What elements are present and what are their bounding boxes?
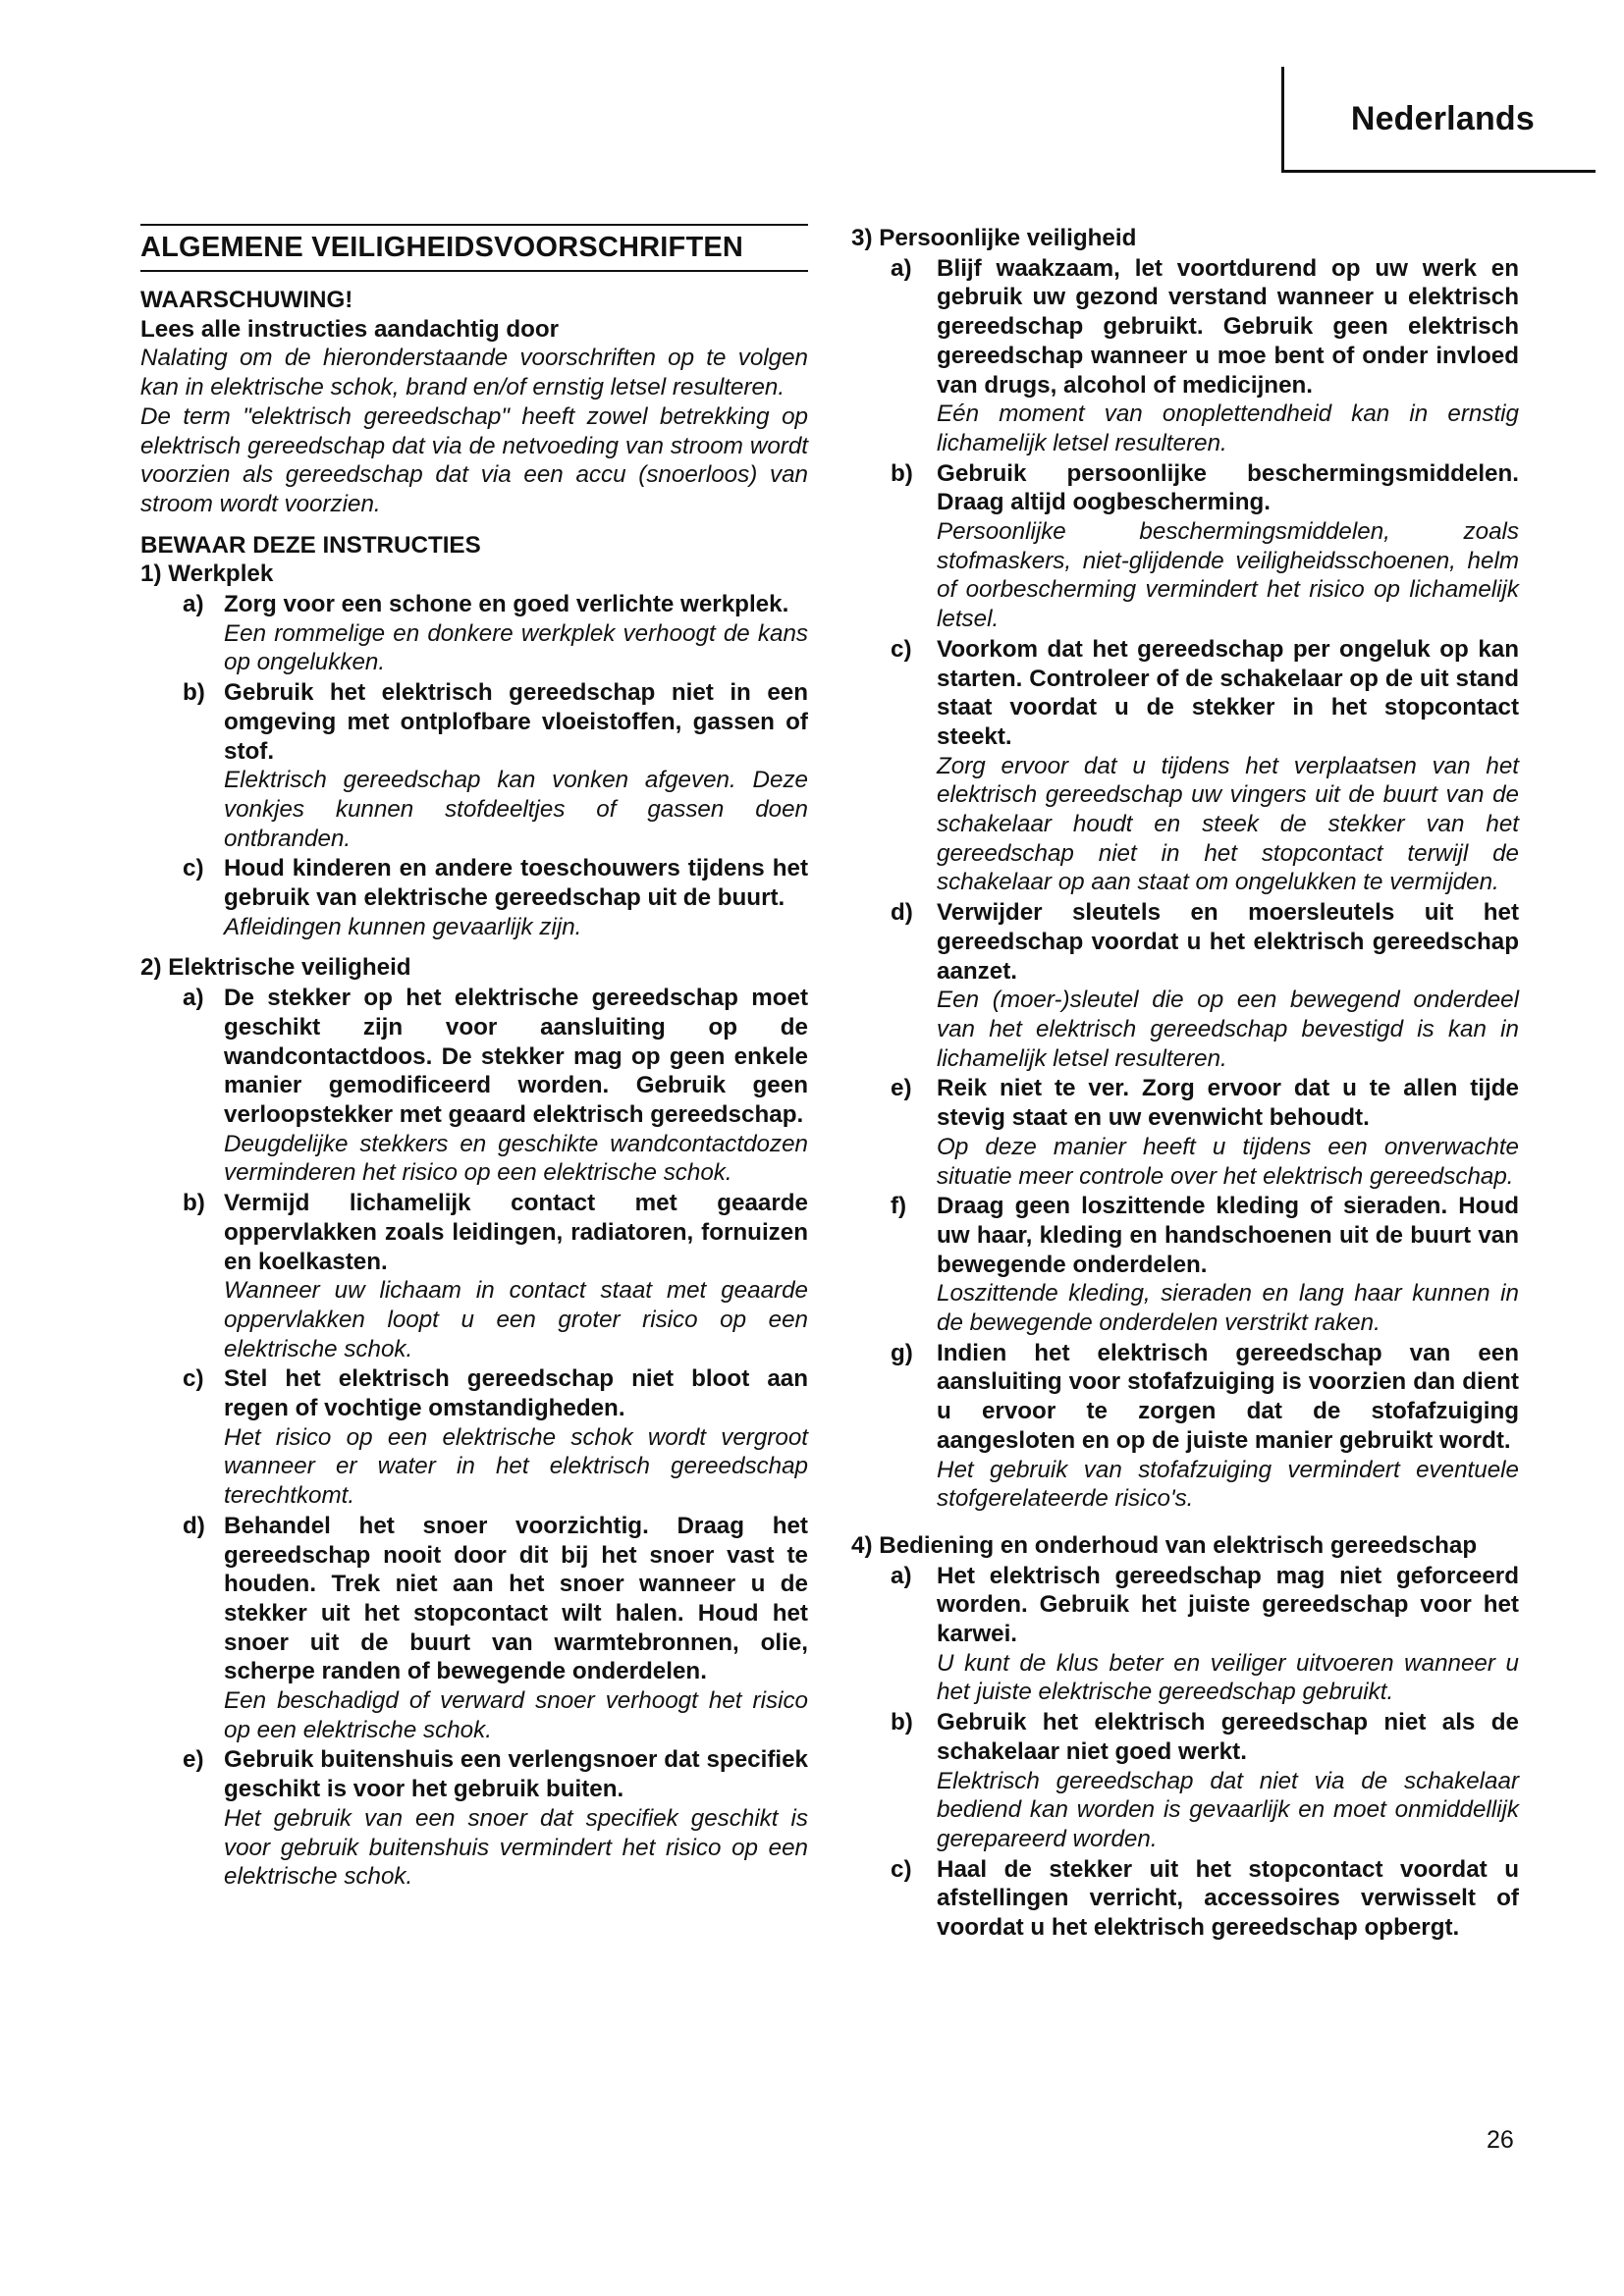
item-label: a): [183, 985, 204, 1012]
warning-heading: WAARSCHUWING!: [140, 287, 353, 313]
item-heading: Zorg voor een schone en goed verlichte werkplek.: [224, 591, 789, 618]
item-label: d): [183, 1512, 205, 1539]
item-heading: Reik niet te ver. Zorg ervoor dat u te allen tijde stevig staat en uw evenwicht behoudt.: [937, 1075, 1519, 1132]
section-title-persoonlijke-veiligheid: 3) Persoonlijke veiligheid: [851, 225, 1137, 251]
item-explanation: Het risico op een elektrische schok wordt vergroot wanneer er water in het elektrisch gereedschap terechtkomt.: [224, 1423, 808, 1510]
section-title-werkplek: 1) Werkplek: [140, 561, 274, 588]
item-label: e): [891, 1075, 912, 1102]
item-label: c): [183, 1365, 204, 1393]
item-label: d): [891, 899, 913, 927]
list-item: [851, 1074, 1519, 1191]
item-explanation: U kunt de klus beter en veiliger uitvoeren wanneer u het juiste elektrische gereedschap gebruikt.: [937, 1649, 1519, 1706]
item-label: b): [183, 679, 205, 707]
item-label: e): [183, 1746, 204, 1774]
item-label: a): [891, 1562, 912, 1589]
item-heading: Voorkom dat het gereedschap per ongeluk op kan starten. Controleer of de schakelaar op de uit stand staat voordat u de stekker in het stopcontact steekt.: [937, 635, 1519, 750]
item-heading: Verwijder sleutels en moersleutels uit het gereedschap voordat u het elektrisch gereedschap aanzet.: [937, 899, 1519, 985]
language-tab: [1281, 67, 1596, 173]
item-label: c): [891, 1855, 912, 1883]
item-label: a): [183, 591, 204, 618]
list-item: [851, 1339, 1519, 1514]
item-heading: Gebruik het elektrisch gereedschap niet in een omgeving met ontplofbare vloeistoffen, gassen of stof.: [224, 679, 808, 765]
item-explanation: Eén moment van onoplettendheid kan in ernstig lichamelijk letsel resulteren.: [937, 400, 1519, 456]
list-item: [140, 678, 808, 853]
item-label: f): [891, 1193, 907, 1220]
item-explanation: Zorg ervoor dat u tijdens het verplaatsen van het elektrisch gereedschap uw vingers uit de buurt van de schakelaar houdt en steek de stekker van het gereedschap niet in het stopcontact terwijl de schakelaar op aan staat om ongelukken te vermijden.: [937, 752, 1519, 896]
keep-instructions: BEWAAR DEZE INSTRUCTIES: [140, 531, 481, 559]
item-explanation: Wanneer uw lichaam in contact staat met geaarde oppervlakken loopt u een groter risico op een elektrische schok.: [224, 1277, 808, 1362]
item-explanation: Het gebruik van stofafzuiging vermindert eventuele stofgerelateerde risico's.: [937, 1456, 1519, 1513]
item-explanation: Een (moer-)sleutel die op een bewegend onderdeel van het elektrisch gereedschap bevestigd is kan in lichamelijk letsel resulteren.: [937, 987, 1519, 1072]
item-heading: De stekker op het elektrische gereedschap moet geschikt zijn voor aansluiting op de wandcontactdoos. De stekker mag op geen enkele manier gemodificeerd worden. Gebruik geen verloopstekker met geaard elektrisch gereedschap.: [224, 985, 808, 1128]
section-title-elektrische-veiligheid: 2) Elektrische veiligheid: [140, 954, 411, 982]
page-number: 26: [1487, 2126, 1514, 2154]
item-explanation: Deugdelijke stekkers en geschikte wandcontactdozen verminderen het risico op een elektrische schok.: [224, 1130, 808, 1187]
list-item: [140, 1512, 808, 1745]
warning-lead: Lees alle instructies aandachtig door: [140, 315, 560, 343]
item-heading: Stel het elektrisch gereedschap niet bloot aan regen of vochtige omstandigheden.: [224, 1365, 808, 1422]
list-item: [851, 459, 1519, 634]
list-item: [851, 898, 1519, 1073]
item-heading: Gebruik persoonlijke beschermingsmiddelen. Draag altijd oogbescherming.: [937, 459, 1519, 516]
item-explanation: Het gebruik van een snoer dat specifiek geschikt is voor gebruik buitenshuis vermindert het risico op een elektrische schok.: [224, 1804, 808, 1891]
item-heading: Indien het elektrisch gereedschap van een aansluiting voor stofafzuiging is voorzien dan dient u ervoor te zorgen dat de stofafzuiging aangesloten en op de juiste manier gebruikt wordt.: [937, 1339, 1519, 1454]
item-heading: Gebruik het elektrisch gereedschap niet als de schakelaar niet goed werkt.: [937, 1709, 1519, 1765]
list-item: [140, 590, 808, 677]
item-heading: Vermijd lichamelijk contact met geaarde oppervlakken zoals leidingen, radiatoren, fornuizen en koelkasten.: [224, 1190, 808, 1275]
section-title-bediening-onderhoud: 4) Bediening en onderhoud van elektrisch gereedschap: [851, 1531, 1478, 1559]
item-heading: Blijf waakzaam, let voortdurend op uw werk en gebruik uw gezond verstand wanneer u elektrisch gereedschap gebruikt. Gebruik geen elektrisch gereedschap wanneer u moe bent of onder invloed van drugs, alcohol of medicijnen.: [937, 254, 1519, 399]
list-item: [140, 1364, 808, 1511]
language-label: Nederlands: [1350, 100, 1535, 137]
item-heading: Gebruik buitenshuis een verlengsnoer dat specifiek geschikt is voor het gebruik buiten.: [224, 1746, 808, 1803]
list-item: [851, 635, 1519, 897]
item-label: a): [891, 254, 912, 282]
item-explanation: Afleidingen kunnen gevaarlijk zijn.: [224, 913, 582, 940]
list-item: [851, 1192, 1519, 1338]
item-heading: Behandel het snoer voorzichtig. Draag het gereedschap nooit door dit bij het snoer vast te houden. Trek niet aan het snoer wanneer u de stekker uit het stopcontact wilt halen. Houd het snoer uit de buurt van warmtebronnen, olie, scherpe randen of bewegende onderdelen.: [224, 1512, 808, 1685]
item-label: c): [183, 855, 204, 882]
list-item: [851, 1855, 1519, 1943]
list-item: [140, 854, 808, 941]
list-item: [851, 254, 1519, 458]
item-heading: Haal de stekker uit het stopcontact voordat u afstellingen verricht, accessoires verwisselt of voordat u het elektrisch gereedschap opbergt.: [937, 1855, 1519, 1942]
list-item: [851, 1562, 1519, 1708]
list-item: [140, 1745, 808, 1892]
item-explanation: Elektrisch gereedschap kan vonken afgeven. Deze vonkjes kunnen stofdeeltjes of gassen doen ontbranden.: [224, 767, 808, 852]
list-item: [851, 1708, 1519, 1854]
item-label: b): [183, 1190, 205, 1217]
item-explanation: Op deze manier heeft u tijdens een onverwachte situatie meer controle over het elektrisch gereedschap.: [937, 1133, 1519, 1190]
item-label: g): [891, 1339, 913, 1366]
item-explanation: Elektrisch gereedschap dat niet via de schakelaar bediend kan worden is gevaarlijk en moet onmiddellijk gerepareerd worden.: [937, 1767, 1519, 1852]
right-column: [851, 224, 1519, 1943]
page-title: ALGEMENE VEILIGHEIDSVOORSCHRIFTEN: [140, 224, 808, 272]
item-label: b): [891, 1709, 913, 1736]
list-item: [140, 984, 808, 1188]
list-item: [140, 1189, 808, 1363]
warning-paragraph-1: Nalating om de hieronderstaande voorschriften op te volgen kan in elektrische schok, brand en/of ernstig letsel resulteren.: [140, 345, 808, 401]
item-heading: Houd kinderen en andere toeschouwers tijdens het gebruik van elektrische gereedschap uit de buurt.: [224, 855, 808, 912]
item-heading: Het elektrisch gereedschap mag niet geforceerd worden. Gebruik het juiste gereedschap voor het karwei.: [937, 1562, 1519, 1648]
item-explanation: Persoonlijke beschermingsmiddelen, zoals stofmaskers, niet-glijdende veiligheidsschoenen, helm of oorbescherming vermindert het risico op lichamelijk letsel.: [937, 518, 1519, 633]
item-explanation: Een beschadigd of verward snoer verhoogt het risico op een elektrische schok.: [224, 1687, 808, 1743]
item-label: c): [891, 635, 912, 663]
item-explanation: Loszittende kleding, sieraden en lang haar kunnen in de bewegende onderdelen verstrikt raken.: [937, 1280, 1519, 1337]
item-label: b): [891, 459, 913, 487]
item-explanation: Een rommelige en donkere werkplek verhoogt de kans op ongelukken.: [224, 619, 808, 676]
item-heading: Draag geen loszittende kleding of sieraden. Houd uw haar, kleding en handschoenen uit de buurt van bewegende onderdelen.: [937, 1193, 1519, 1278]
warning-paragraph-2: De term "elektrisch gereedschap" heeft zowel betrekking op elektrisch gereedschap dat via de netvoeding van stroom wordt voorzien als gereedschap dat via een accu (snoerloos) van stroom wordt voorzien.: [140, 402, 808, 517]
left-column: [140, 224, 808, 1892]
